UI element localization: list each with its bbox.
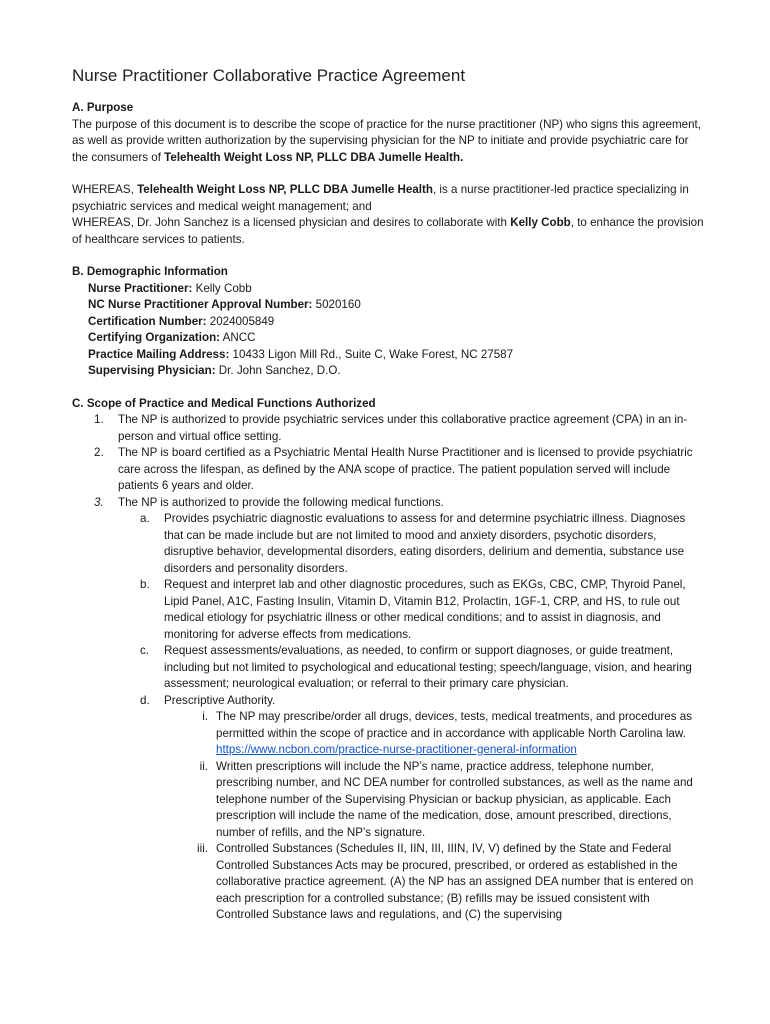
list-text: The NP is authorized to provide psychiatric services under this collaborative practice agreement (CPA) in an in-person and virtual office setting.: [118, 413, 688, 443]
field-value: 10433 Ligon Mill Rd., Suite C, Wake Forest, NC 27587: [229, 347, 514, 361]
list-text: Controlled Substances (Schedules II, IIN, III, IIIN, IV, V) defined by the State and Federal Controlled Substances Acts may be procured, prescribed, or ordered as established in the collaborative practice agreement. (A) the NP has an assigned DEA number that is entered on each prescription for a controlled substance; (B) refills may be issued consistent with Controlled Substance laws and regulations, and (C) the supervising: [216, 842, 694, 921]
section-b-heading: B. Demographic Information: [72, 265, 228, 278]
field-label: Certification Number:: [88, 314, 207, 328]
whereas-1-bold: Telehealth Weight Loss NP, PLLC DBA Jumelle Health: [137, 183, 433, 196]
field-label: Practice Mailing Address:: [88, 347, 230, 361]
list-item: [186, 759, 704, 842]
whereas-1: [72, 182, 704, 215]
field-value: 2024005849: [206, 314, 275, 328]
field-value: Dr. John Sanchez, D.O.: [215, 364, 341, 377]
list-number: 2.: [94, 446, 104, 459]
section-a-heading: A. Purpose: [72, 101, 134, 114]
whereas-2-post: , to enhance the provision of healthcare services to patients.: [72, 216, 704, 246]
demographic-field: [88, 297, 704, 314]
section-c-heading: C. Scope of Practice and Medical Functions Authorized: [72, 396, 376, 410]
list-roman: ii.: [199, 759, 208, 773]
list-number: 3.: [94, 495, 104, 509]
list-number: 1.: [94, 413, 104, 426]
list-text: Prescriptive Authority.: [164, 693, 276, 707]
list-item: [94, 412, 704, 445]
list-item: [140, 693, 704, 710]
list-text: The NP is authorized to provide the following medical functions.: [118, 495, 444, 509]
list-text: Request assessments/evaluations, as needed, to confirm or support diagnoses, or guide treatment, including but not limited to psychological and educational testing; speech/language, vision, and hearing assessment; neurological evaluation; or referral to their primary care physician.: [164, 644, 692, 690]
demographic-list: [72, 281, 704, 380]
list-item: [140, 643, 704, 693]
document-page: [72, 64, 704, 924]
list-letter: d.: [140, 693, 150, 707]
list-text: [216, 709, 704, 759]
field-label: Supervising Physician:: [88, 364, 216, 377]
list-text: Written prescriptions will include the NP’s name, practice address, telephone number, prescribing number, and NC DEA number for controlled substances, as well as the name and telephone number of the Supervising Physician or backup physician, as applicable. Each prescription will include the name of the medication, dose, amount prescribed, directions, number of refills, and the NP’s signature.: [216, 759, 693, 839]
list-item: [94, 445, 704, 495]
list-letter: b.: [140, 578, 150, 591]
list-item: [140, 577, 704, 643]
purpose-text: The purpose of this document is to describe the scope of practice for the nurse practitioner (NP) who signs this agreement, as well as provide written authorization by the supervising physician for the NP to initiate and provide psychiatric care for the consumers of: [72, 117, 701, 164]
field-label: Certifying Organization:: [88, 331, 221, 344]
purpose-paragraph: [72, 117, 704, 167]
list-letter: c.: [140, 644, 150, 657]
field-value: 5020160: [312, 298, 361, 311]
list-item: [94, 495, 704, 512]
whereas-2-pre: WHEREAS, Dr. John Sanchez is a licensed physician and desires to collaborate with: [72, 216, 511, 229]
list-text: Request and interpret lab and other diagnostic procedures, such as EKGs, CBC, CMP, Thyroid Panel, Lipid Panel, A1C, Fasting Insulin, Vitamin D, Vitamin B12, Prolactin, 1GF-1, CRP, and HS, to rule out medical etiology for psychiatric illness or other medical conditions; and to assist in diagnosis, and monitoring for adverse effects from medications.: [164, 578, 686, 641]
field-value: ANCC: [220, 331, 256, 344]
scope-list: [72, 412, 704, 924]
list-letter: a.: [140, 512, 150, 525]
practice-name: Telehealth Weight Loss NP, PLLC DBA Jumelle Health.: [164, 150, 464, 164]
list-item: [140, 511, 704, 577]
prescriptive-authority-list: [140, 709, 704, 924]
whereas-2-bold: Kelly Cobb: [510, 216, 571, 229]
field-value: Kelly Cobb: [192, 281, 252, 295]
list-roman: iii.: [197, 842, 208, 855]
demographic-field: [88, 281, 704, 298]
demographic-field: [88, 330, 704, 347]
whereas-1-pre: WHEREAS,: [72, 183, 138, 196]
list-text: The NP is board certified as a Psychiatric Mental Health Nurse Practitioner and is licensed to provide psychiatric care across the lifespan, as defined by the ANA scope of practice. The patient population served will include patients 6 years and older.: [118, 446, 693, 492]
field-label: NC Nurse Practitioner Approval Number:: [88, 298, 313, 311]
list-item: [186, 709, 704, 759]
field-label: Nurse Practitioner:: [88, 281, 193, 295]
document-title: Nurse Practitioner Collaborative Practice Agreement: [72, 66, 466, 85]
whereas-2: [72, 215, 704, 248]
list-text-content: The NP may prescribe/order all drugs, devices, tests, medical treatments, and procedures as permitted within the scope of practice and in accordance with applicable North Carolina law.: [216, 710, 692, 740]
list-text: Provides psychiatric diagnostic evaluations to assess for and determine psychiatric illness. Diagnoses that can be made include but are not limited to mood and anxiety disorders, psychotic disorders, disruptive behavior, developmental disorders, eating disorders, delirium and dementia, substance use disorders and personality disorders.: [164, 512, 686, 575]
list-roman: i.: [202, 710, 208, 723]
demographic-field: [88, 347, 704, 364]
demographic-field: [88, 314, 704, 331]
demographic-field: [88, 363, 704, 380]
list-item: [186, 841, 704, 924]
whereas-1-post: , is a nurse practitioner-led practice specializing in psychiatric services and medical weight management; and: [72, 183, 689, 213]
ncbon-link[interactable]: https://www.ncbon.com/practice-nurse-practitioner-general-information: [216, 743, 577, 756]
medical-functions-list: [94, 511, 704, 924]
